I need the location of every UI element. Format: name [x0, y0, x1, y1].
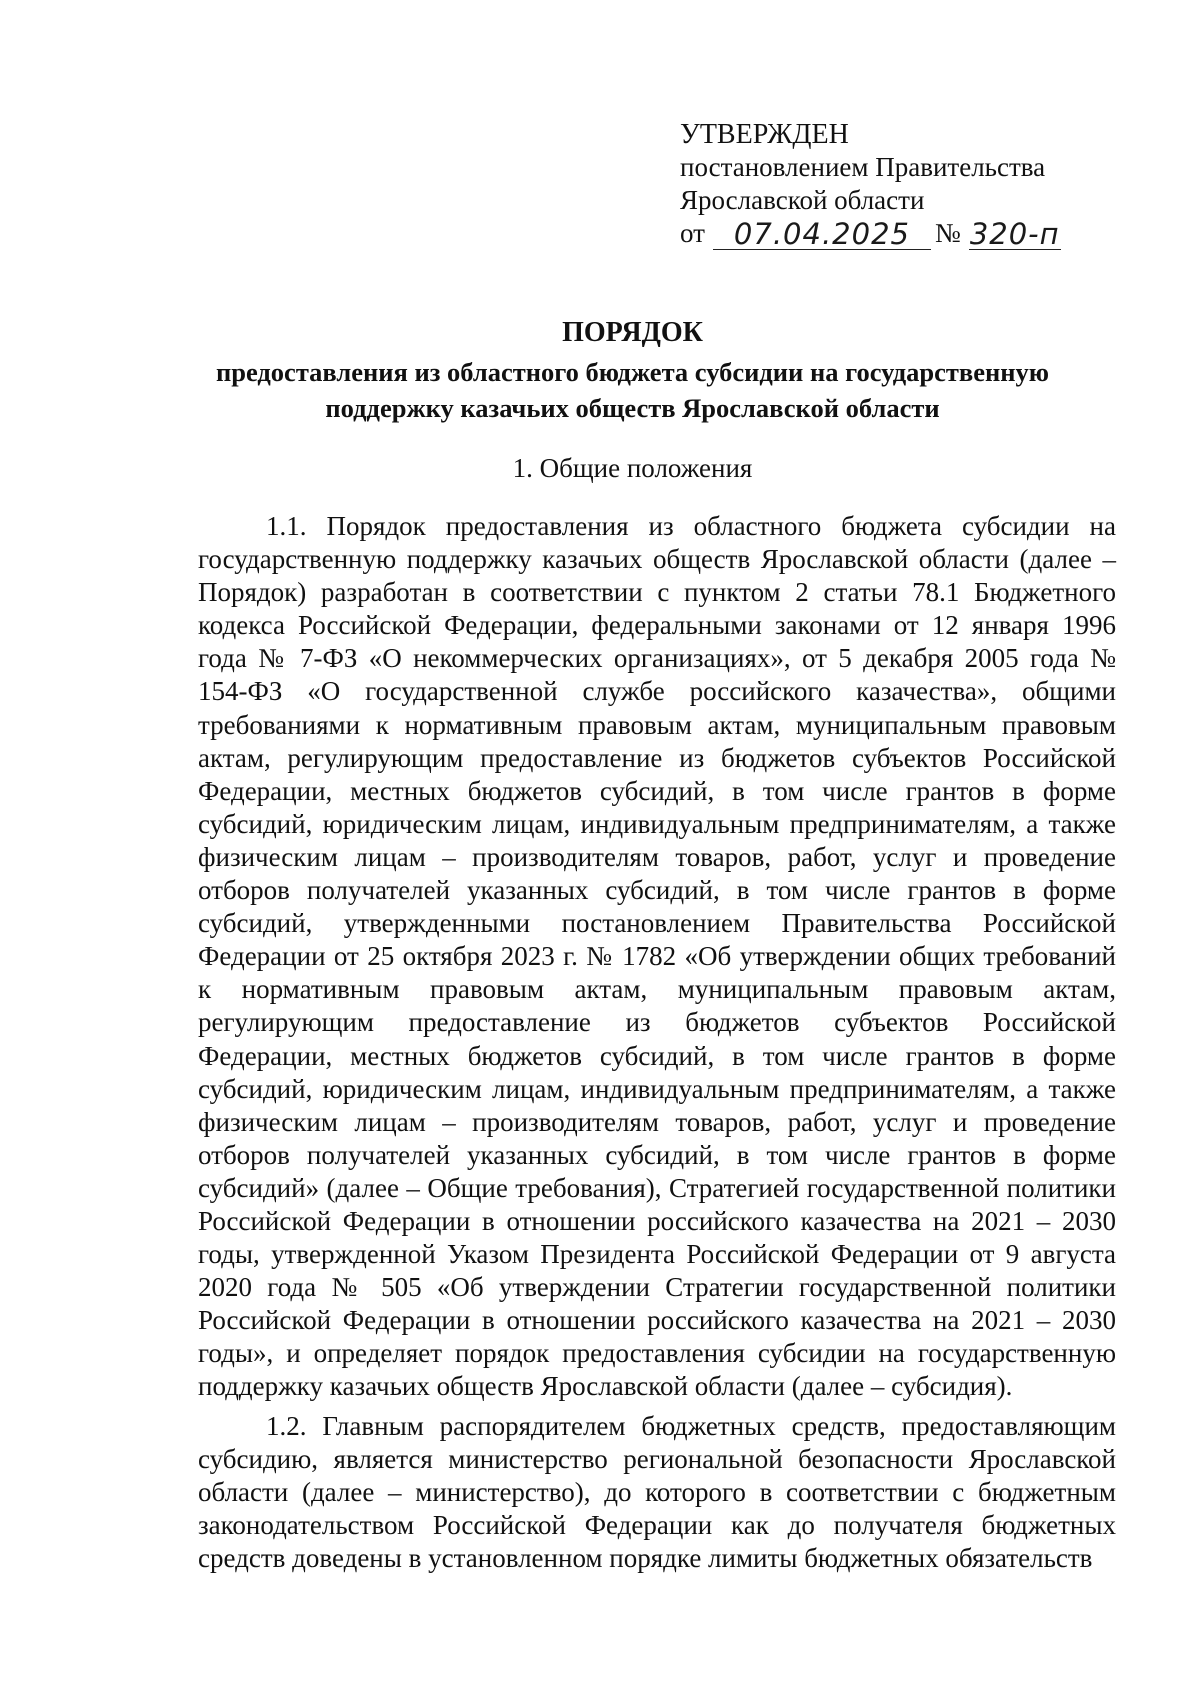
approval-line-2: Ярославской области — [680, 185, 925, 215]
handwritten-number: 320-п — [969, 217, 1060, 251]
paragraph-1-1: 1.1. Порядок предоставления из областного бюджета субсидии на государственную поддержку казачьих обществ Ярославской области (далее – Порядок) разработан в соответствии с пунктом 2 статьи 78.1 Бюджетного кодекса Российской Федерации, федеральными законами от 12 января 1996 года № 7-ФЗ «О некоммерческих организациях», от 5 декабря 2005 года № 154-ФЗ «О государственной службе российского казачества», общими требованиями к нормативным правовым актам, муниципальным правовым актам, регулирующим предоставление из бюджетов субъектов Российской Федерации, местных бюджетов субсидий, в том числе грантов в форме субсидий, юридическим лицам, индивидуальным предпринимателям, а также физическим лицам – производителям товаров, работ, услуг и проведение отборов получателей указанных субсидий, в том числе грантов в форме субсидий, утвержденными постановлением Правительства Российской Федерации от 25 октября 2023 г. № 1782 «Об утверждении общих требований к нормативным правовым актам, муниципальным правовым актам, регулирующим предоставление из бюджетов субъектов Российской Федерации, местных бюджетов субсидий, в том числе грантов в форме субсидий, юридическим лицам, индивидуальным предпринимателям, а также физическим лицам – производителям товаров, работ, услуг и проведение отборов получателей указанных субсидий, в том числе грантов в форме субсидий» (далее – Общие требования), Стратегией государственной политики Российской Федерации в отношении российского казачества на 2021 – 2030 годы, утвержденной Указом Президента Российской Федерации от 9 августа 2020 года № 505 «Об утверждении Стратегии государственной политики Российской Федерации в отношении российского казачества на 2021 – 2030 годы», и определяет порядок предоставления субсидии на государственную поддержку казачьих обществ Ярославской области (далее – субсидия). — [198, 511, 1116, 1402]
document-body — [198, 510, 1116, 1581]
document-subtitle-line-1: предоставления из областного бюджета субсидии на государственную — [215, 357, 1049, 387]
approval-date-line — [680, 217, 1061, 250]
approval-line-1: постановлением Правительства — [680, 152, 1046, 182]
date-prefix: от — [680, 218, 705, 248]
approval-stamp — [680, 118, 1061, 250]
handwritten-date: 07.04.2025 — [713, 219, 931, 250]
document-title: ПОРЯДОК — [562, 317, 703, 348]
document-title-block — [150, 312, 1115, 426]
section-heading: 1. Общие положения — [512, 453, 753, 483]
number-sign: № — [934, 218, 961, 248]
document-subtitle-line-2: поддержку казачьих обществ Ярославской области — [325, 393, 940, 423]
approval-heading: УТВЕРЖДЕН — [680, 119, 849, 150]
paragraph-1-2: 1.2. Главным распорядителем бюджетных средств, предоставляющим субсидию, является министерство региональной безопасности Ярославской области (далее – министерство), до которого в соответствии с бюджетным законодательством Российской Федерации как до получателя бюджетных средств доведены в установленном порядке лимиты бюджетных обязательств — [198, 1410, 1116, 1573]
